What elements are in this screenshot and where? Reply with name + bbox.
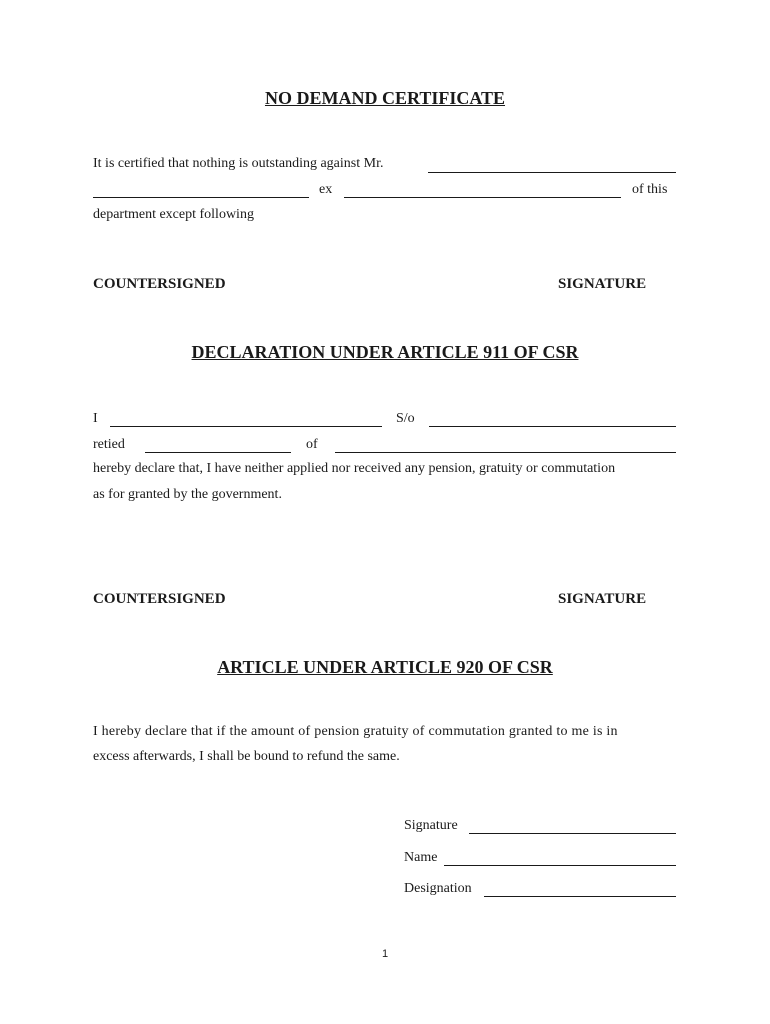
sign-block-name-label: Name (404, 850, 438, 865)
father-name-line (429, 426, 676, 427)
declaration-i-label: I (93, 411, 98, 426)
of-blank-line (335, 452, 676, 453)
retied-blank-line (145, 452, 291, 453)
certificate-line3: department except following (93, 207, 254, 222)
article-line2: excess afterwards, I shall be bound to refund the same. (93, 749, 400, 764)
name-blank-line (428, 172, 676, 173)
signature-label-1: SIGNATURE (558, 276, 647, 292)
certificate-line1: It is certified that nothing is outstanding against Mr. (93, 156, 384, 171)
certificate-ex-label: ex (319, 182, 333, 197)
declarant-name-line (110, 426, 382, 427)
certificate-title: NO DEMAND CERTIFICATE (264, 88, 506, 108)
name-continued-blank-line (93, 197, 309, 198)
declaration-line3: hereby declare that, I have neither applied nor received any pension, gratuity or commutation (93, 461, 616, 476)
declaration-retied-label: retied (93, 437, 125, 452)
ex-blank-line (344, 197, 621, 198)
declaration-so-label: S/o (396, 411, 415, 426)
article-title: ARTICLE UNDER ARTICLE 920 OF CSR (217, 657, 553, 677)
sign-block-name-line (444, 865, 676, 866)
declaration-title: DECLARATION UNDER ARTICLE 911 OF CSR (191, 342, 579, 362)
signature-label-2: SIGNATURE (558, 591, 647, 607)
sign-block-signature-label: Signature (404, 818, 458, 833)
certificate-of-this-label: of this (632, 182, 668, 197)
sign-block-designation-label: Designation (404, 881, 472, 896)
sign-block-signature-line (469, 833, 676, 834)
declaration-of-label: of (306, 437, 318, 452)
page-number: 1 (381, 948, 389, 960)
countersigned-label-2: COUNTERSIGNED (93, 591, 226, 607)
sign-block-designation-line (484, 896, 676, 897)
article-line1: I hereby declare that if the amount of pension gratuity of commutation granted to me is in (93, 724, 618, 739)
declaration-line4: as for granted by the government. (93, 487, 282, 502)
countersigned-label-1: COUNTERSIGNED (93, 276, 226, 292)
